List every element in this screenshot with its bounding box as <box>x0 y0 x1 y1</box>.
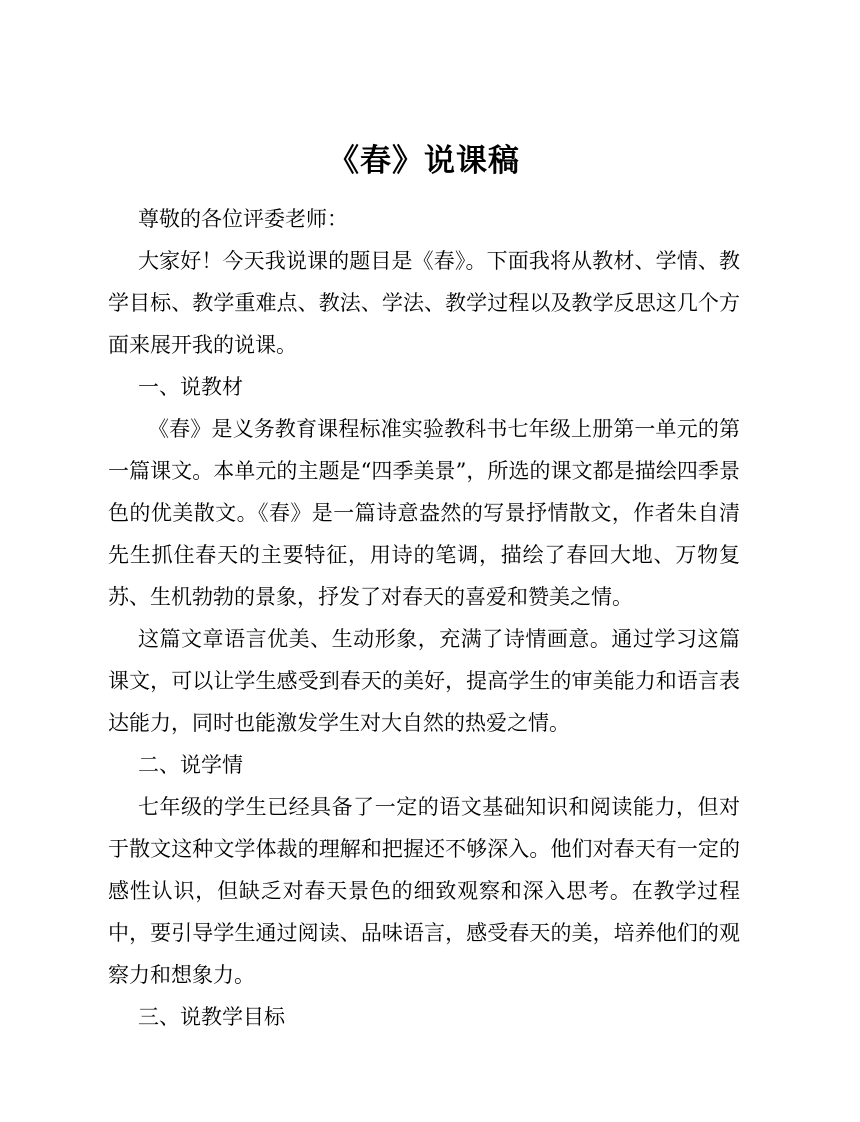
intro-paragraph: 大家好！今天我说课的题目是《春》。下面我将从教材、学情、教学目标、教学重难点、教法、学法、教学过程以及教学反思这几个方面来展开我的说课。 <box>108 249 740 357</box>
section-heading-learners: 二、说学情 <box>138 753 243 777</box>
textbook-paragraph-2: 这篇文章语言优美、生动形象，充满了诗情画意。通过学习这篇课文，可以让学生感受到春天的美好，提高学生的审美能力和语言表达能力，同时也能激发学生对大自然的热爱之情。 <box>108 627 740 735</box>
learners-paragraph: 七年级的学生已经具备了一定的语文基础知识和阅读能力，但对于散文这种文学体裁的理解和把握还不够深入。他们对春天有一定的感性认识，但缺乏对春天景色的细致观察和深入思考。在教学过程中，要引导学生通过阅读、品味语言，感受春天的美，培养他们的观察力和想象力。 <box>108 795 740 987</box>
document-title: 《春》说课稿 <box>328 143 520 179</box>
section-heading-textbook: 一、说教材 <box>138 375 243 399</box>
document-body <box>108 138 740 1038</box>
textbook-paragraph-1: 《春》是义务教育课程标准实验教科书七年级上册第一单元的第一篇课文。本单元的主题是“四季美景”，所选的课文都是描绘四季景色的优美散文。《春》是一篇诗意盎然的写景抒情散文，作者朱自清先生抓住春天的主要特征，用诗的笔调，描绘了春回大地、万物复苏、生机勃勃的景象，抒发了对春天的喜爱和赞美之情。 <box>108 417 740 609</box>
section-heading-objectives: 三、说教学目标 <box>138 1005 285 1029</box>
salutation: 尊敬的各位评委老师： <box>138 207 348 231</box>
